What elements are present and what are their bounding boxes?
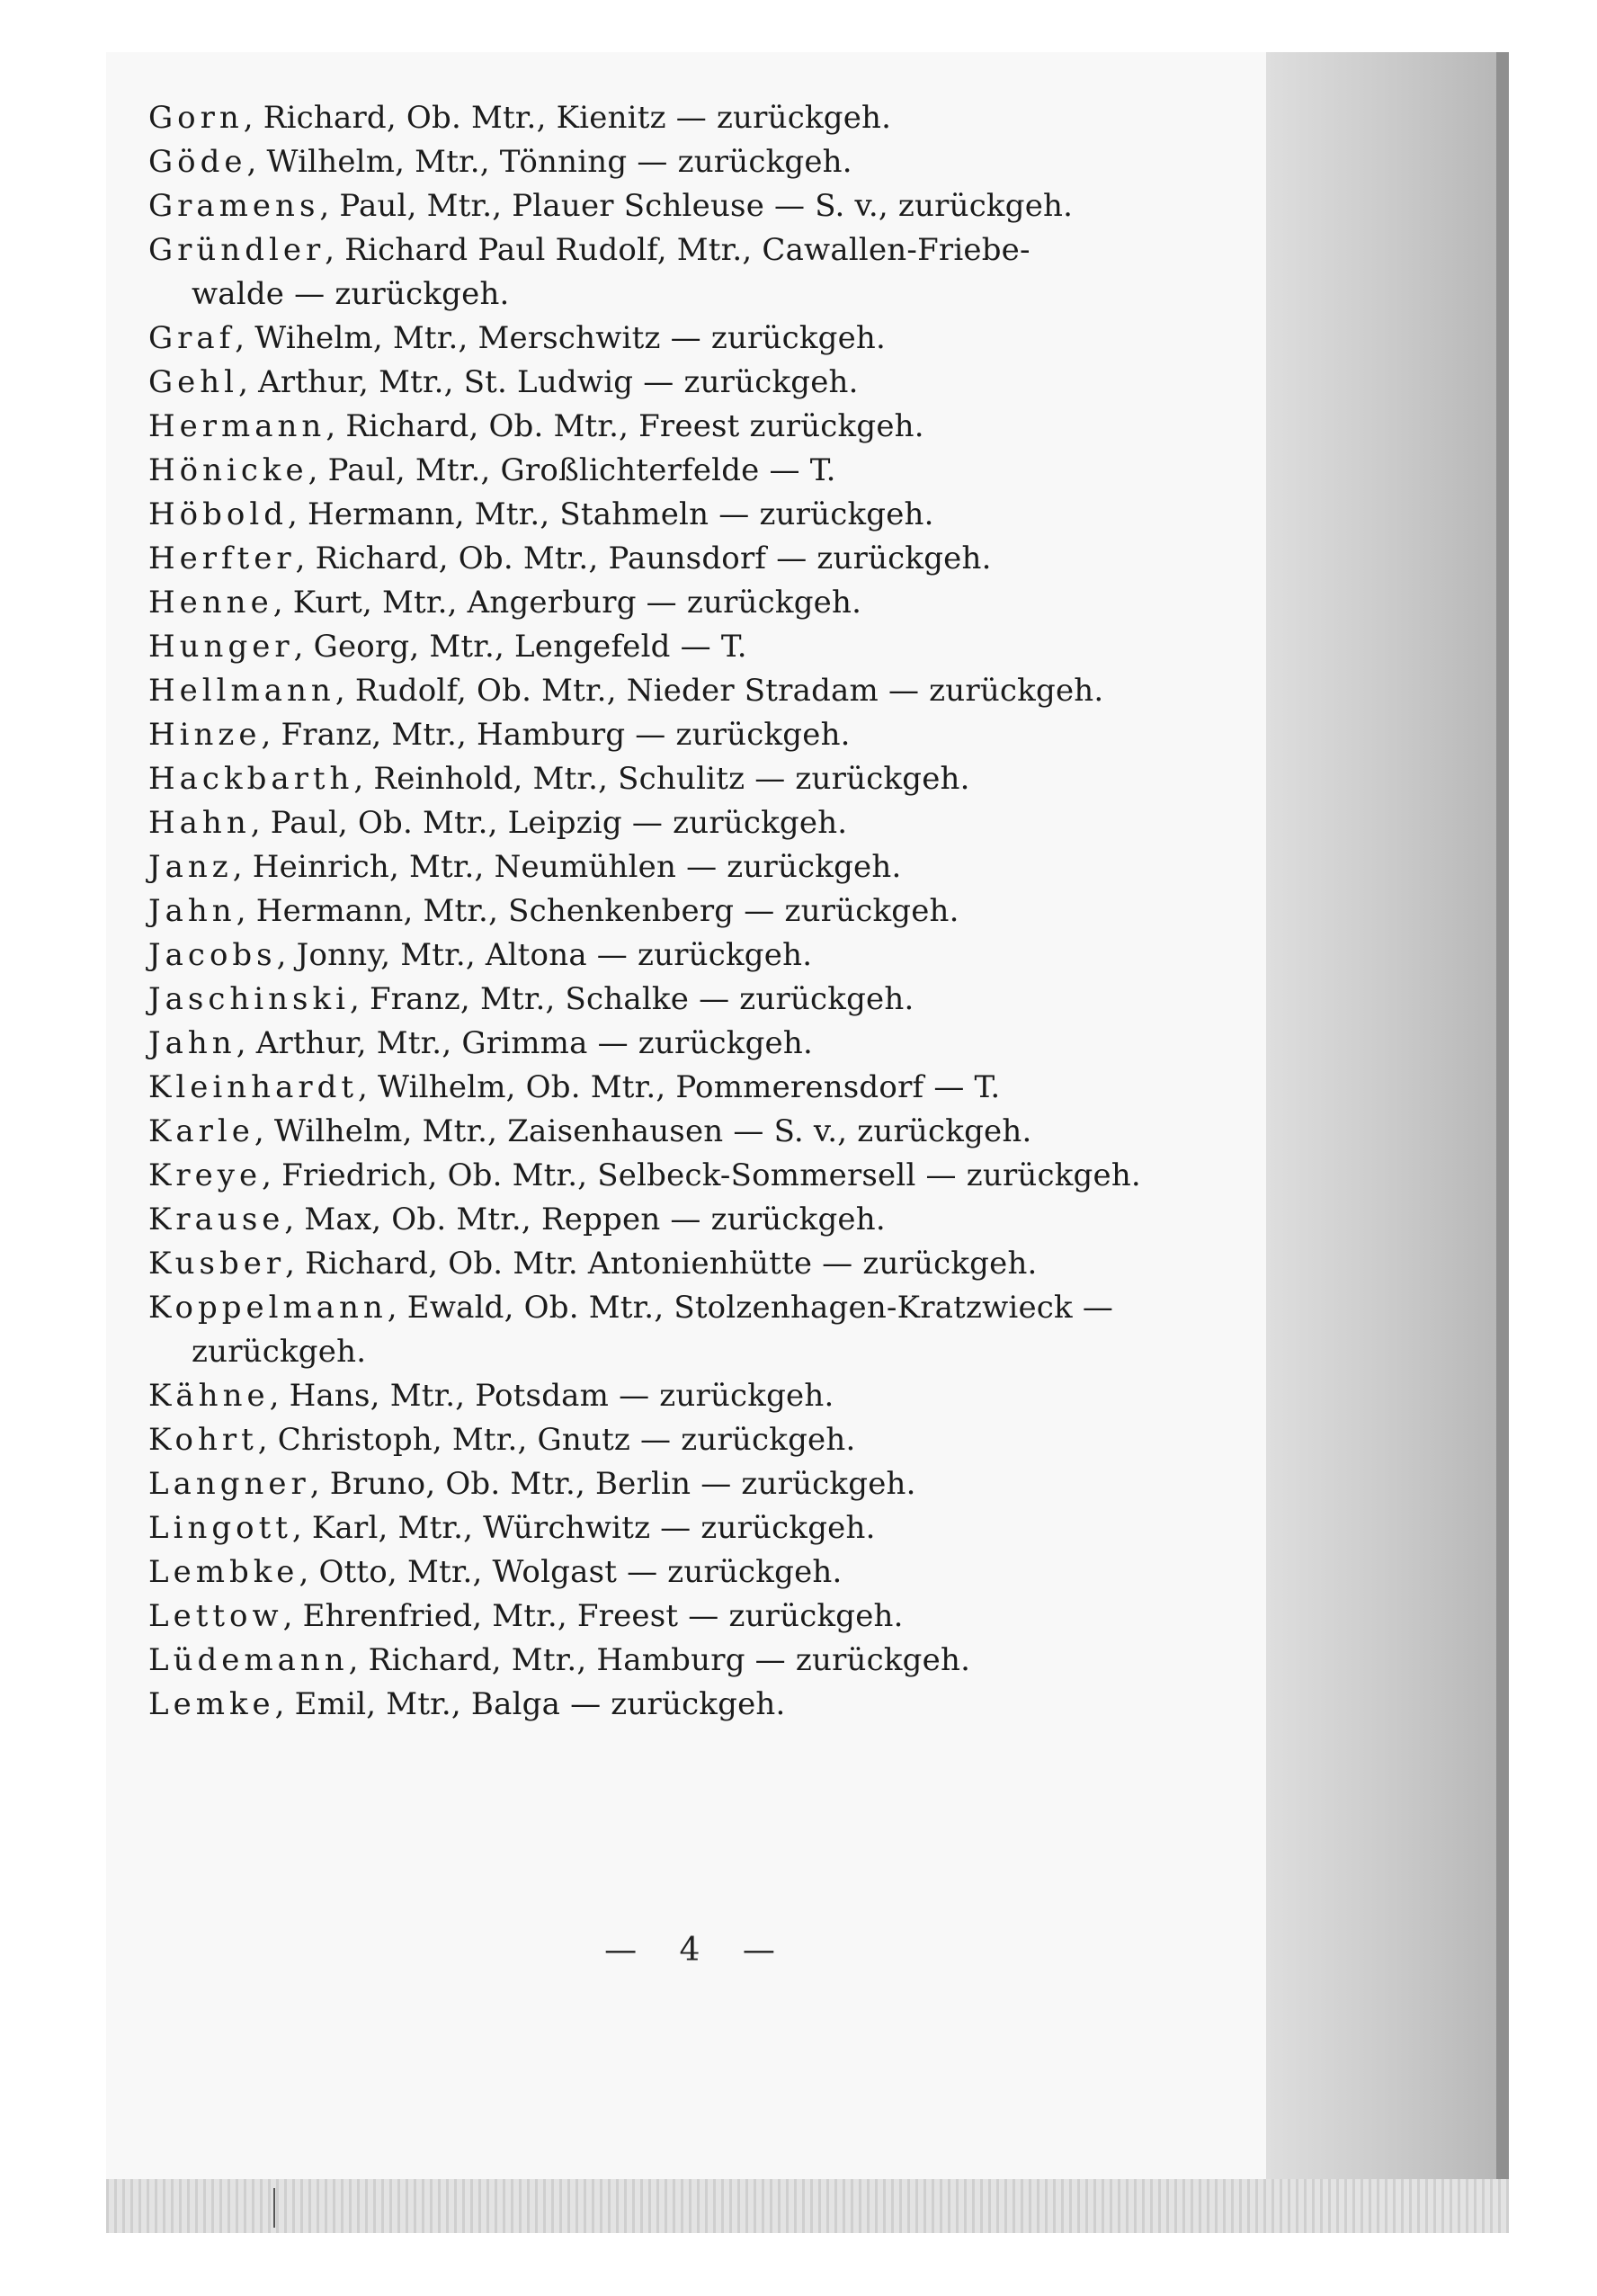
entry-details: , Otto, Mtr., Wolgast — zurückgeh. xyxy=(299,1554,843,1590)
entry-details: , Max, Ob. Mtr., Reppen — zurückgeh. xyxy=(284,1202,886,1237)
entry-details: , Ehrenfried, Mtr., Freest — zurückgeh. xyxy=(282,1598,904,1634)
entry-surname: Jahn xyxy=(148,893,236,929)
list-item xyxy=(148,449,1254,493)
entry-surname: Göde xyxy=(148,144,247,180)
entry-surname: Lembke xyxy=(148,1554,299,1590)
entry-details: , Wilhelm, Mtr., Zaisenhausen — S. v., zurückgeh. xyxy=(254,1113,1032,1149)
entry-list xyxy=(148,96,1254,1727)
entry-surname: Gramens xyxy=(148,188,320,224)
entry-surname: Gorn xyxy=(148,100,244,136)
list-item xyxy=(148,801,1254,845)
entry-surname: Gehl xyxy=(148,364,239,400)
page-edge xyxy=(1496,52,1509,2233)
entry-surname: Hellmann xyxy=(148,673,335,709)
list-item xyxy=(148,625,1254,669)
list-item xyxy=(148,1683,1254,1727)
entry-surname: Kusber xyxy=(148,1246,286,1282)
list-item xyxy=(148,405,1254,449)
list-item xyxy=(148,1595,1254,1639)
list-item xyxy=(148,361,1254,405)
list-item xyxy=(148,1066,1254,1110)
entry-details: , Arthur, Mtr., Grimma — zurückgeh. xyxy=(236,1025,813,1061)
list-item xyxy=(148,96,1254,140)
entry-surname: Höbold xyxy=(148,496,288,532)
entry-surname: Jaschinski xyxy=(148,981,350,1017)
entry-details: , Heinrich, Mtr., Neumühlen — zurückgeh. xyxy=(232,849,902,885)
list-item xyxy=(148,1110,1254,1154)
entry-surname: Hahn xyxy=(148,805,251,841)
entry-surname: Herfter xyxy=(148,540,296,576)
entry-details: , Wilhelm, Ob. Mtr., Pommerensdorf — T. xyxy=(358,1069,1001,1105)
list-item xyxy=(148,1242,1254,1286)
entry-details: , Rudolf, Ob. Mtr., Nieder Stradam — zurückgeh. xyxy=(335,673,1104,709)
entry-continuation: walde — zurückgeh. xyxy=(192,276,510,312)
entry-details: , Bruno, Ob. Mtr., Berlin — zurückgeh. xyxy=(309,1466,916,1502)
entry-surname: Jacobs xyxy=(148,937,277,973)
entry-continuation: zurückgeh. xyxy=(192,1334,367,1370)
entry-details: , Wilhelm, Mtr., Tönning — zurückgeh. xyxy=(246,144,852,180)
list-item xyxy=(148,1374,1254,1418)
entry-details: , Richard Paul Rudolf, Mtr., Cawallen-Friebe- xyxy=(325,232,1030,268)
entry-details: , Friedrich, Ob. Mtr., Selbeck-Sommersell — zurückgeh. xyxy=(262,1157,1141,1193)
entry-details: , Hermann, Mtr., Stahmeln — zurückgeh. xyxy=(288,496,934,532)
entry-details: , Franz, Mtr., Hamburg — zurückgeh. xyxy=(261,717,851,753)
entry-surname: Henne xyxy=(148,585,273,621)
list-item xyxy=(148,1550,1254,1595)
list-item xyxy=(148,669,1254,713)
entry-surname: Kähne xyxy=(148,1378,270,1414)
list-item xyxy=(148,889,1254,934)
list-item xyxy=(148,934,1254,978)
entry-details: , Reinhold, Mtr., Schulitz — zurückgeh. xyxy=(353,761,970,797)
list-item xyxy=(148,140,1254,184)
entry-surname: Lettow xyxy=(148,1598,283,1634)
entry-details: , Richard, Ob. Mtr., Paunsdorf — zurückgeh. xyxy=(295,540,992,576)
entry-details: , Paul, Ob. Mtr., Leipzig — zurückgeh. xyxy=(250,805,848,841)
entry-details: , Richard, Mtr., Hamburg — zurückgeh. xyxy=(348,1642,971,1678)
entry-surname: Kleinhardt xyxy=(148,1069,359,1105)
entry-surname: Graf xyxy=(148,320,236,356)
entry-surname: Hönicke xyxy=(148,452,308,488)
entry-surname: Hermann xyxy=(148,408,326,444)
list-item xyxy=(148,493,1254,537)
entry-surname: Hackbarth xyxy=(148,761,354,797)
list-item xyxy=(148,757,1254,801)
entry-surname: Kohrt xyxy=(148,1422,258,1458)
entry-details: , Christoph, Mtr., Gnutz — zurückgeh. xyxy=(257,1422,856,1458)
entry-details: , Hans, Mtr., Potsdam — zurückgeh. xyxy=(269,1378,834,1414)
list-item xyxy=(148,713,1254,757)
entry-surname: Janz xyxy=(148,849,233,885)
entry-surname: Gründler xyxy=(148,232,326,268)
entry-surname: Langner xyxy=(148,1466,310,1502)
entry-surname: Hinze xyxy=(148,717,262,753)
list-item xyxy=(148,1418,1254,1462)
list-item xyxy=(148,537,1254,581)
list-item xyxy=(148,581,1254,625)
list-item xyxy=(148,184,1254,228)
list-item xyxy=(148,1198,1254,1242)
list-item xyxy=(148,1639,1254,1683)
list-item xyxy=(148,1286,1254,1374)
binding-shadow xyxy=(1266,52,1509,2233)
list-item xyxy=(148,1154,1254,1198)
entry-details: , Kurt, Mtr., Angerburg — zurückgeh. xyxy=(272,585,862,621)
entry-surname: Hunger xyxy=(148,629,294,665)
entry-surname: Krause xyxy=(148,1202,285,1237)
list-item xyxy=(148,1462,1254,1506)
scan-border-bottom xyxy=(106,2179,1509,2233)
entry-details: , Arthur, Mtr., St. Ludwig — zurückgeh. xyxy=(238,364,859,400)
entry-surname: Lüdemann xyxy=(148,1642,349,1678)
entry-details: , Emil, Mtr., Balga — zurückgeh. xyxy=(274,1686,786,1722)
scan-mark xyxy=(273,2188,275,2228)
entry-details: , Georg, Mtr., Lengefeld — T. xyxy=(293,629,747,665)
entry-surname: Lingott xyxy=(148,1510,292,1546)
entry-details: , Paul, Mtr., Plauer Schleuse — S. v., zurückgeh. xyxy=(319,188,1074,224)
entry-details: , Jonny, Mtr., Altona — zurückgeh. xyxy=(276,937,813,973)
entry-surname: Lemke xyxy=(148,1686,275,1722)
entry-details: , Wihelm, Mtr., Merschwitz — zurückgeh. xyxy=(235,320,887,356)
list-item xyxy=(148,317,1254,361)
entry-details: , Richard, Ob. Mtr., Kienitz — zurückgeh. xyxy=(243,100,892,136)
entry-details: , Hermann, Mtr., Schenkenberg — zurückgeh. xyxy=(236,893,959,929)
entry-surname: Jahn xyxy=(148,1025,236,1061)
list-item xyxy=(148,1022,1254,1066)
entry-details: , Karl, Mtr., Würchwitz — zurückgeh. xyxy=(291,1510,876,1546)
entry-surname: Karle xyxy=(148,1113,254,1149)
entry-details: , Richard, Ob. Mtr., Freest zurückgeh. xyxy=(326,408,924,444)
list-item xyxy=(148,845,1254,889)
list-item xyxy=(148,1506,1254,1550)
entry-surname: Kreye xyxy=(148,1157,263,1193)
page-number: — 4 — xyxy=(604,1932,791,1969)
entry-details: , Ewald, Ob. Mtr., Stolzenhagen-Kratzwieck — xyxy=(387,1290,1114,1326)
entry-details: , Franz, Mtr., Schalke — zurückgeh. xyxy=(349,981,914,1017)
entry-details: , Richard, Ob. Mtr. Antonienhütte — zurückgeh. xyxy=(285,1246,1038,1282)
list-item xyxy=(148,978,1254,1022)
entry-details: , Paul, Mtr., Großlichterfelde — T. xyxy=(308,452,836,488)
list-item xyxy=(148,228,1254,317)
entry-surname: Koppelmann xyxy=(148,1290,388,1326)
